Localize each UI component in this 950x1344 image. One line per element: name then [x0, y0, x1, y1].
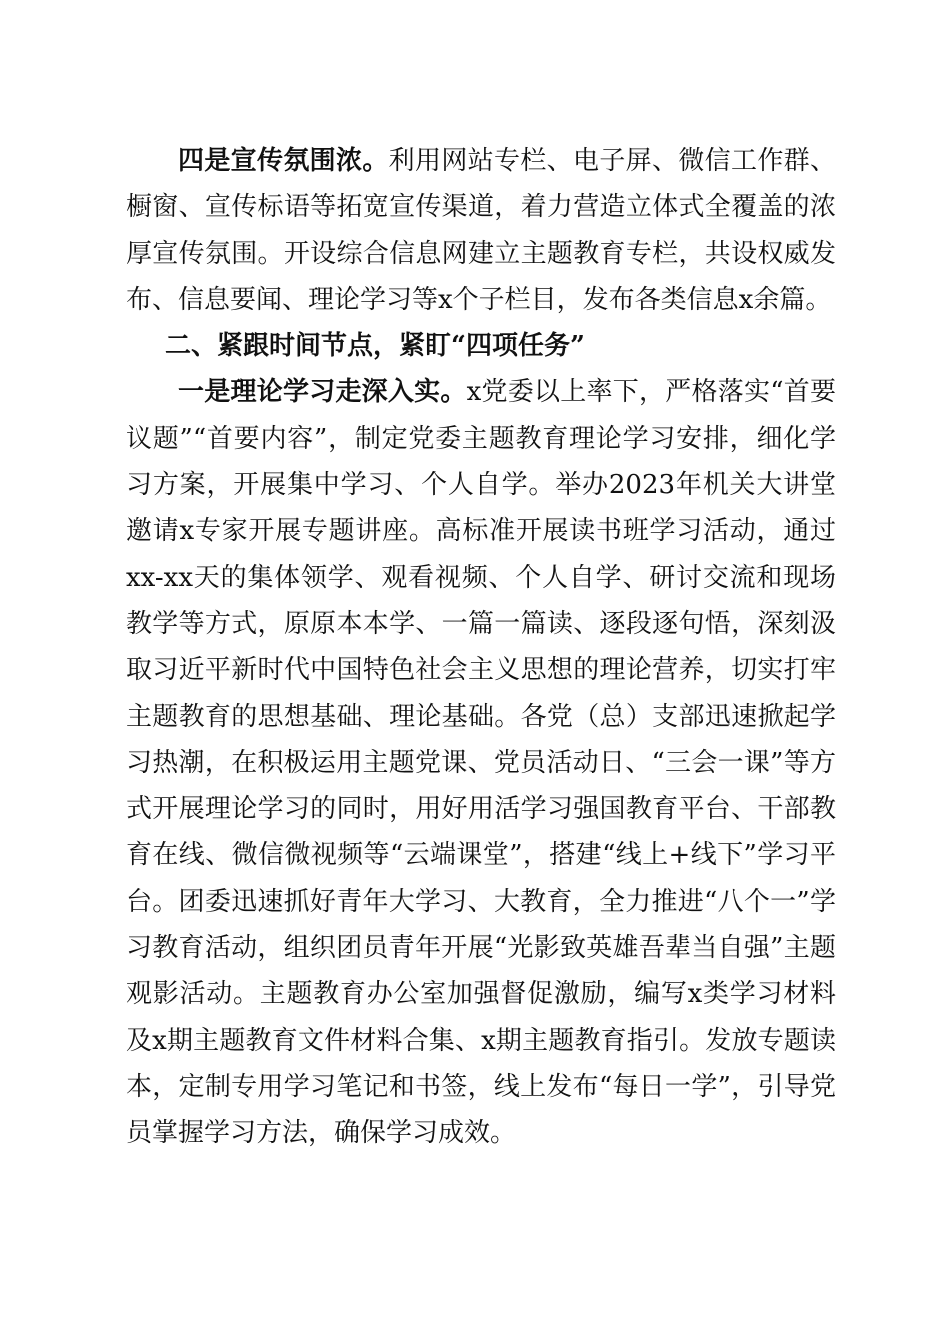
paragraph-text: 利用网站专栏、电子屏、微信工作群、橱窗、宣传标语等拓宽宣传渠道，着力营造立体式全覆盖的浓厚宣传氛围。开设综合信息网建立主题教育专栏，共设权威发布、信息要闻、理论学习等x个子栏目，发布各类信息x余篇。: [126, 146, 836, 315]
paragraph-lead: 四是宣传氛围浓。: [178, 146, 389, 176]
paragraph-lead: 一是理论学习走深入实。: [178, 377, 467, 408]
document-body: [126, 138, 836, 1157]
paragraph-publicity: [126, 138, 836, 323]
section-heading: 二、紧跟时间节点，紧盯“四项任务”: [165, 331, 585, 362]
paragraph-theory-study: [126, 369, 836, 1156]
paragraph-text: x党委以上率下，严格落实“首要议题”“首要内容”，制定党委主题教育理论学习安排，细化学习方案，开展集中学习、个人自学。举办2023年机关大讲堂邀请x专家开展专题讲座。高标准开展读书班学习活动，通过xx-xx天的集体领学、观看视频、个人自学、研讨交流和现场教学等方式，原原本本学、一篇一篇读、逐段逐句悟，深刻汲取习近平新时代中国特色社会主义思想的理论营养，切实打牢主题教育的思想基础、理论基础。各党（总）支部迅速掀起学习热潮，在积极运用主题党课、党员活动日、“三会一课”等方式开展理论学习的同时，用好用活学习强国教育平台、干部教育在线、微信微视频等“云端课堂”，搭建“线上+线下”学习平台。团委迅速抓好青年大学习、大教育，全力推进“八个一”学习教育活动，组织团员青年开展“光影致英雄吾辈当自强”主题观影活动。主题教育办公室加强督促激励，编写x类学习材料及x期主题教育文件材料合集、x期主题教育指引。发放专题读本，定制专用学习笔记和书签，线上发布“每日一学”，引导党员掌握学习方法，确保学习成效。: [126, 377, 836, 1149]
